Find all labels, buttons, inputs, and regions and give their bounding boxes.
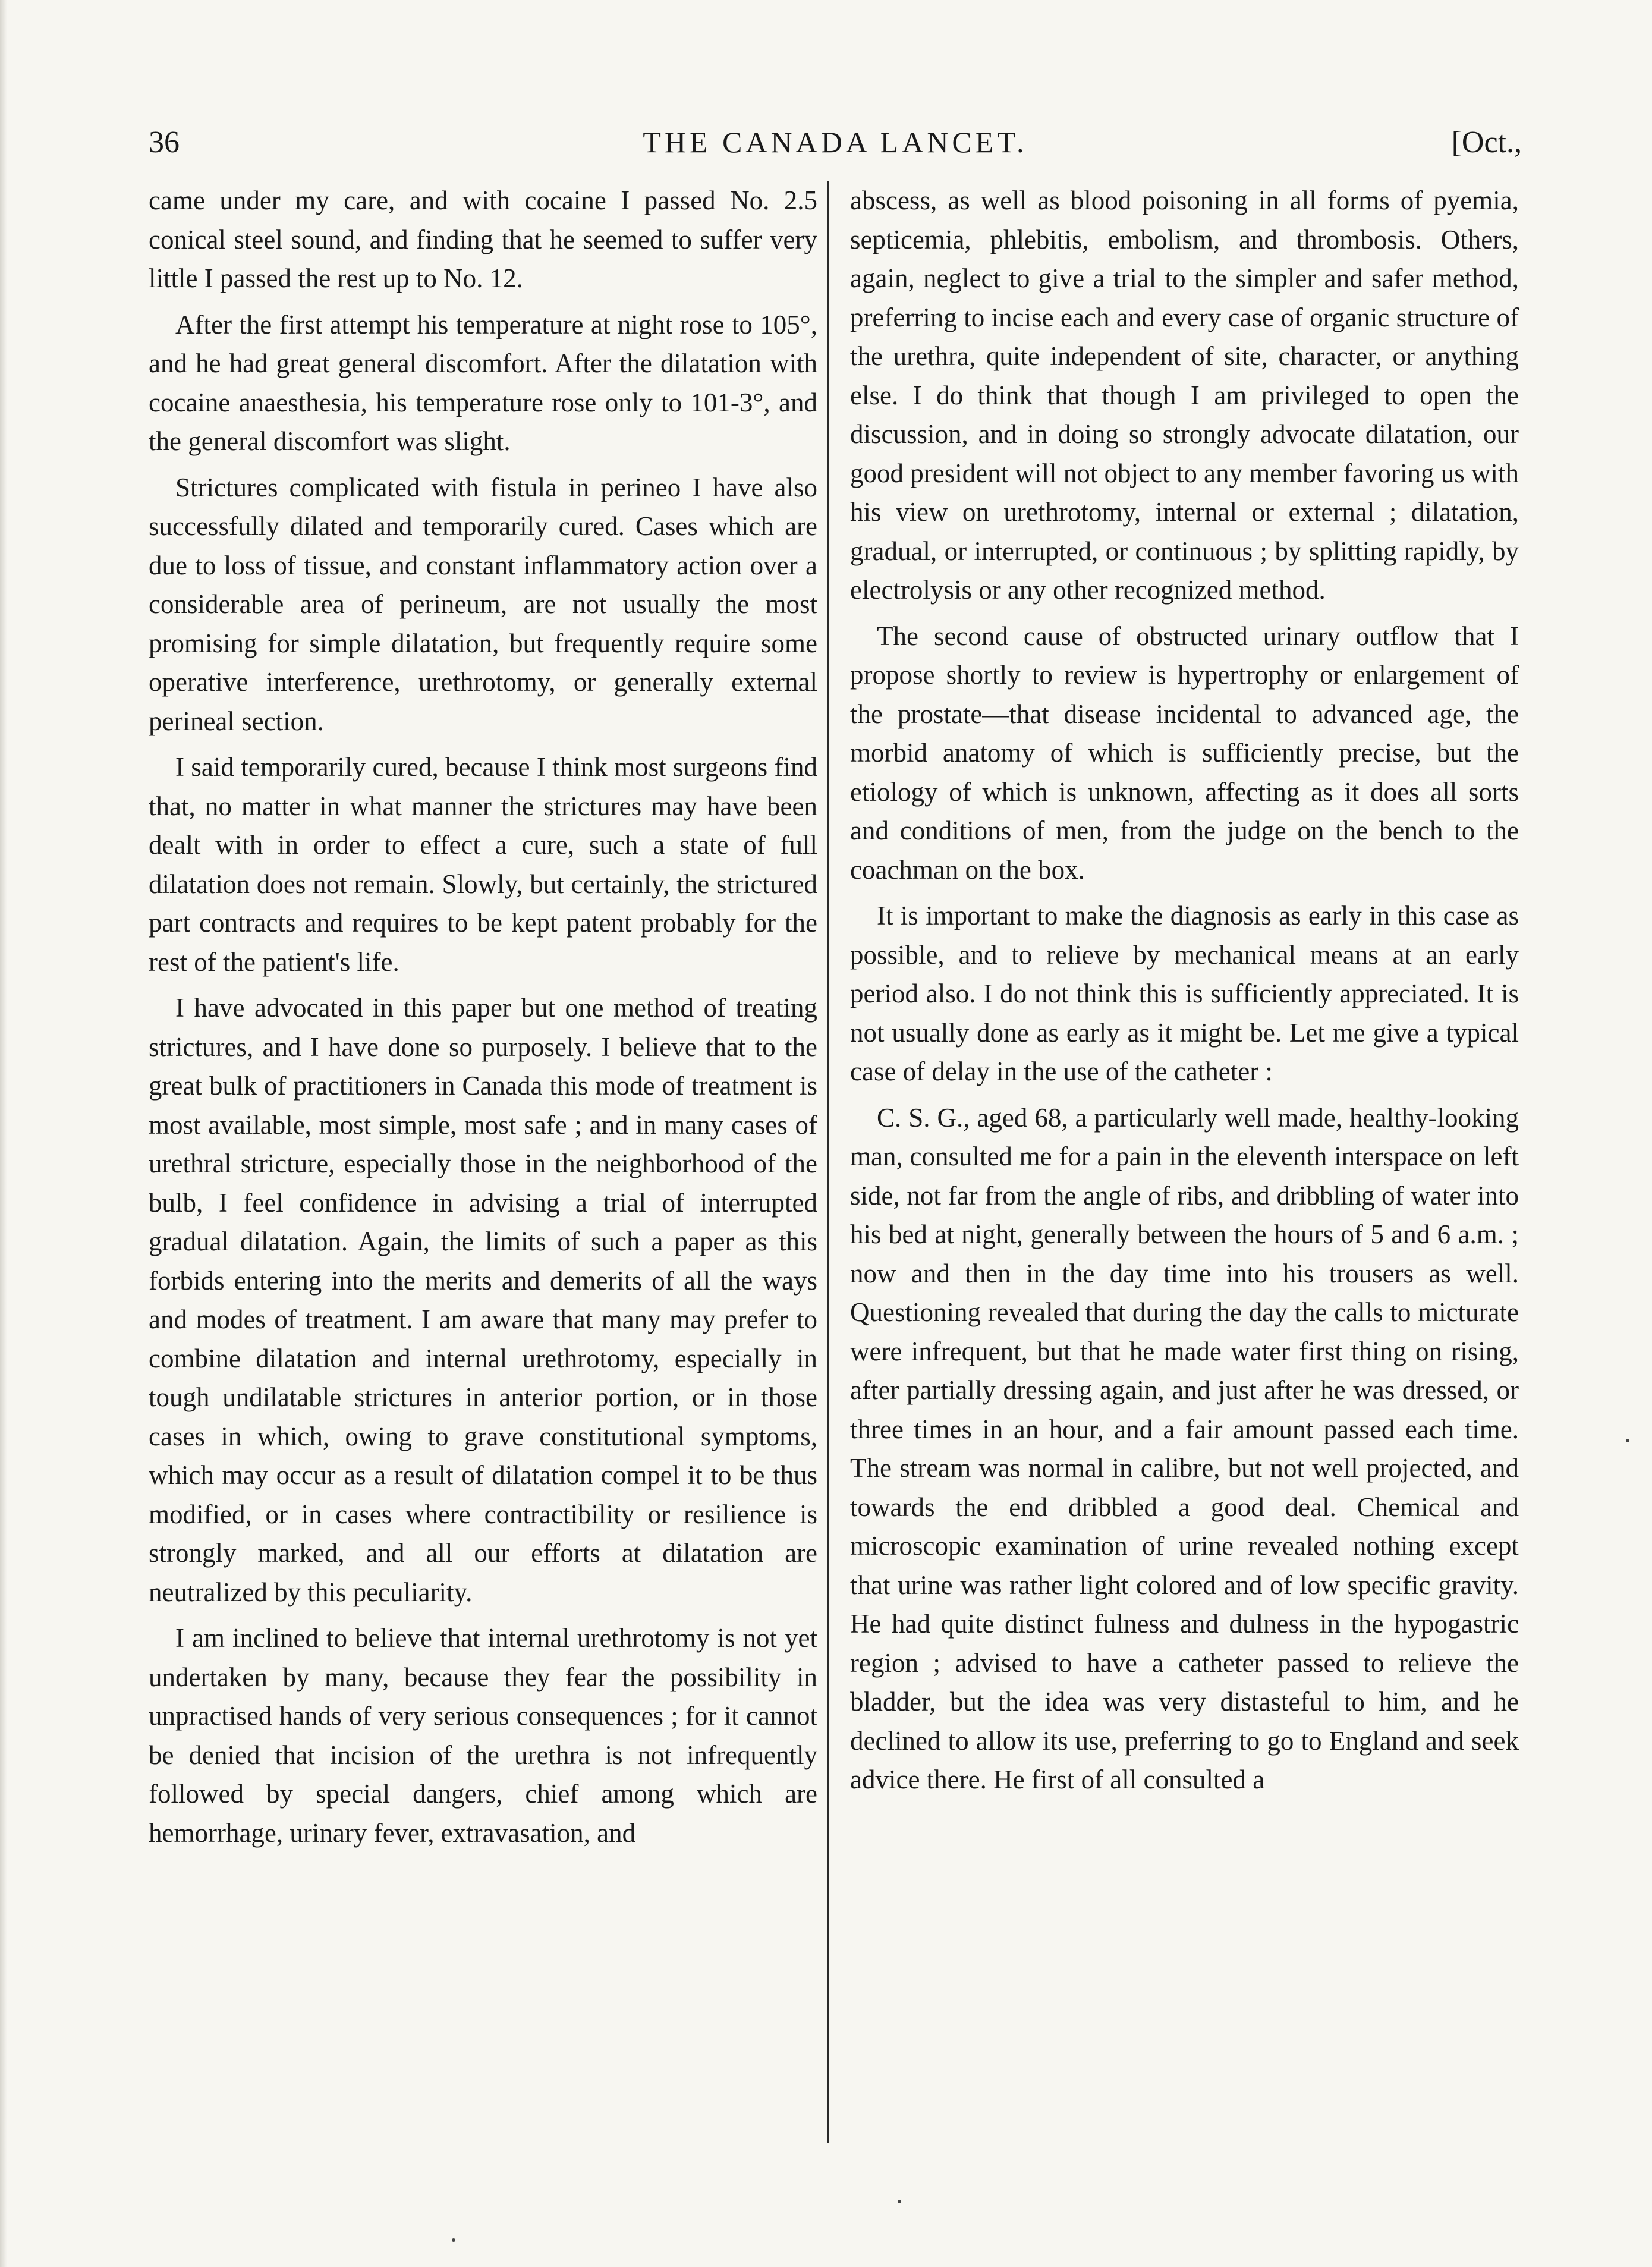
paragraph: The second cause of obstructed urinary outflow that I propose shortly to review is hypertrophy or enlargement of the prostate—that disease incidental to advanced age, the morbid anatomy of which is sufficiently precise, but the etiology of which is unknown, affecting as it does all sorts and conditions of men, from the judge on the bench to the coachman on the box. xyxy=(850,621,1519,885)
issue-month: [Oct., xyxy=(1451,125,1522,159)
running-header xyxy=(149,125,1522,172)
left-column xyxy=(149,181,817,2143)
journal-title: THE CANADA LANCET. xyxy=(643,125,1028,159)
paragraph: After the first attempt his temperature at night rose to 105°, and he had great general discomfort. After the dilatation with cocaine anaesthesia, his temperature rose only to 101-3°, and the general discomfort was slight. xyxy=(149,309,817,456)
paragraph: Strictures complicated with fistula in perineo I have also successfully dilated and temporarily cured. Cases which are due to loss of tissue, and constant inflammatory action over a considerable area of perineum, are not usually the most promising for simple dilatation, but frequently require some operative interference, urethrotomy, or generally external perineal section. xyxy=(149,472,817,736)
paragraph: came under my care, and with cocaine I passed No. 2.5 conical steel sound, and finding that he seemed to suffer very little I passed the rest up to No. 12. xyxy=(149,185,817,293)
scan-speck xyxy=(1626,1439,1629,1442)
scan-speck xyxy=(898,2200,901,2203)
paragraph: I have advocated in this paper but one method of treating strictures, and I have done so purposely. I believe that to the great bulk of practitioners in Canada this mode of treatment is most available, most simple, most safe ; and in many cases of urethral stricture, especially those in the neighborhood of the bulb, I feel confidence in advising a trial of interrupted gradual dilatation. Again, the limits of such a paper as this forbids entering into the merits and demerits of all the ways and modes of treatment. I am aware that many may prefer to combine dilatation and internal urethrotomy, especially in tough undilatable strictures in anterior portion, or in those cases in which, owing to grave constitutional symptoms, which may occur as a result of dilatation compel it to be thus modified, or in cases where contractibility or resilience is strongly marked, and all our efforts at dilatation are neutralized by this peculiarity. xyxy=(149,993,817,1607)
page-edge xyxy=(0,0,7,2267)
scan-speck xyxy=(452,2238,455,2242)
paragraph: I am inclined to believe that internal urethrotomy is not yet undertaken by many, because they fear the possibility in unpractised hands of very serious consequences ; for it cannot be denied that incision of the urethra is not infrequently followed by special dangers, chief among which are hemorrhage, urinary fever, extravasation, and xyxy=(149,1623,817,1848)
paragraph: C. S. G., aged 68, a particularly well made, healthy-looking man, consulted me for a pain in the eleventh interspace on left side, not far from the angle of ribs, and dribbling of water into his bed at night, generally between the hours of 5 and 6 a.m. ; now and then in the day time into his trousers as well. Questioning revealed that during the day the calls to micturate were infrequent, but that he made water first thing on rising, after partially dressing again, and just after he was dressed, or three times in an hour, and a fair amount passed each time. The stream was normal in calibre, but not well projected, and towards the end dribbled a good deal. Chemical and microscopic examination of urine revealed nothing except that urine was rather light colored and of low specific gravity. He had quite distinct fulness and dulness in the hypogastric region ; advised to have a catheter passed to relieve the bladder, but the idea was very distasteful to him, and he declined to allow its use, preferring to go to England and seek advice there. He first of all consulted a xyxy=(850,1102,1519,1794)
paragraph: It is important to make the diagnosis as early in this case as possible, and to relieve by mechanical means at an early period also. I do not think this is sufficiently appreciated. It is not usually done as early as it might be. Let me give a typical case of delay in the use of the catheter : xyxy=(850,901,1519,1086)
column-divider xyxy=(827,181,829,2143)
right-column xyxy=(850,181,1519,2143)
paragraph: abscess, as well as blood poisoning in all forms of pyemia, septicemia, phlebitis, embolism, and thrombosis. Others, again, neglect to give a trial to the simpler and safer method, preferring to incise each and every case of organic structure of the urethra, quite independent of site, character, or anything else. I do think that though I am privileged to open the discussion, and in doing so strongly advocate dilatation, our good president will not object to any member favoring us with his view on urethrotomy, internal or external ; dilatation, gradual, or interrupted, or continuous ; by splitting rapidly, by electrolysis or any other recognized method. xyxy=(850,185,1519,605)
page-number: 36 xyxy=(149,125,180,159)
paragraph: I said temporarily cured, because I think most surgeons find that, no matter in what manner the strictures may have been dealt with in order to effect a cure, such a state of full dilatation does not remain. Slowly, but certainly, the strictured part contracts and requires to be kept patent probably for the rest of the patient's life. xyxy=(149,752,817,977)
